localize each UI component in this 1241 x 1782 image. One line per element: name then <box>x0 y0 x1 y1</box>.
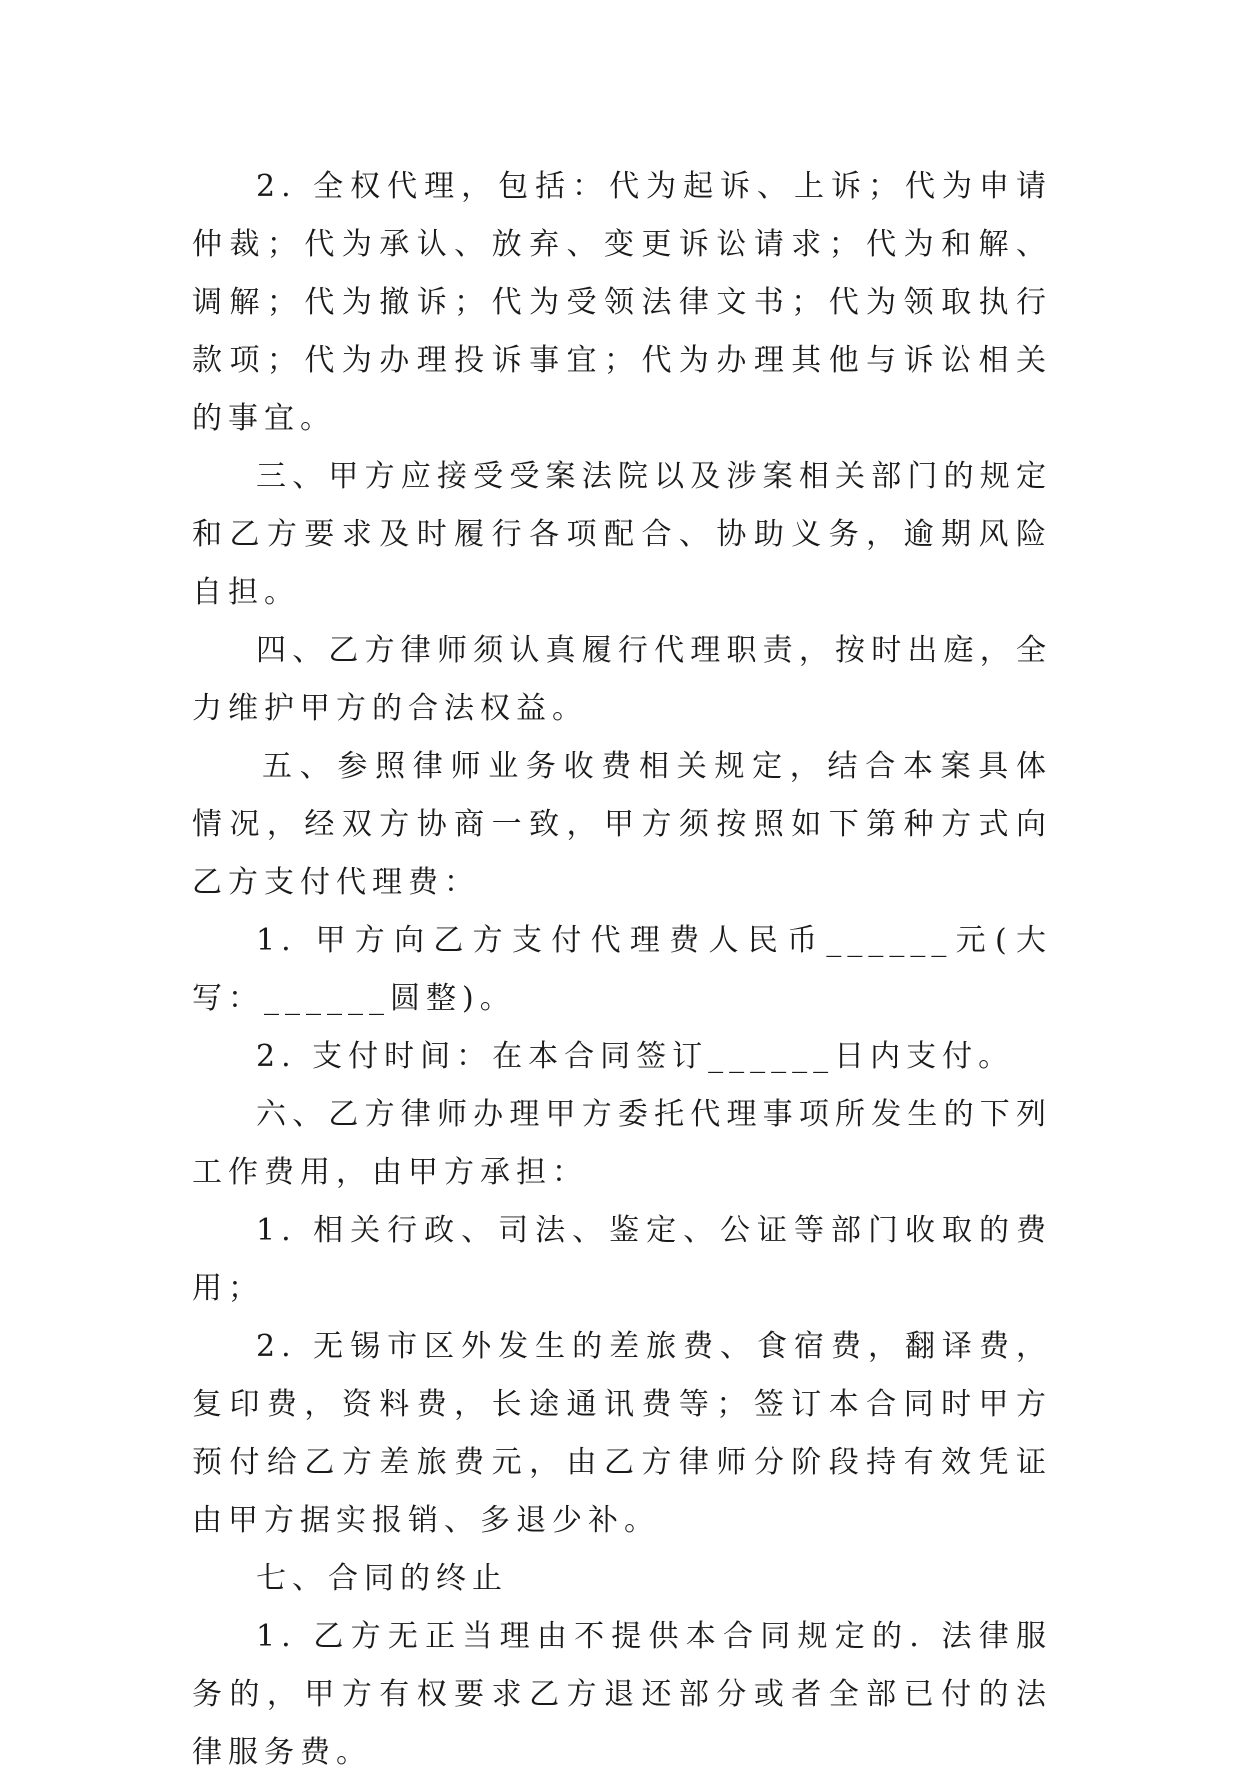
paragraph-clause-five: 五、参照律师业务收费相关规定，结合本案具体情况，经双方协商一致，甲方须按照如下第种方式向乙方支付代理费： <box>192 749 1052 900</box>
paragraph-clause-seven-heading: 七、合同的终止 <box>256 1561 508 1596</box>
paragraph-clause-four: 四、乙方律师须认真履行代理职责，按时出庭，全力维护甲方的合法权益。 <box>192 633 1052 726</box>
paragraph-full-authority: 2. 全权代理，包括：代为起诉、上诉；代为申请仲裁；代为承认、放弃、变更诉讼请求；代为和解、调解；代为撤诉；代为受领法律文书；代为领取执行款项；代为办理投诉事宜；代为办理其他与诉讼相关的事宜。 <box>192 169 1052 436</box>
paragraph-termination: 1. 乙方无正当理由不提供本合同规定的. 法律服务的，甲方有权要求乙方退还部分或者全部已付的法律服务费。 <box>192 1619 1052 1770</box>
paragraph-clause-six: 六、乙方律师办理甲方委托代理事项所发生的下列工作费用，由甲方承担： <box>192 1097 1052 1190</box>
paragraph-payment-time: 2. 支付时间：在本合同签订______日内支付。 <box>256 1039 1015 1074</box>
paragraph-travel-fees: 2. 无锡市区外发生的差旅费、食宿费，翻译费，复印费，资料费，长途通讯费等；签订本合同时甲方预付给乙方差旅费元，由乙方律师分阶段持有效凭证由甲方据实报销、多退少补。 <box>192 1329 1052 1538</box>
paragraph-clause-three: 三、甲方应接受受案法院以及涉案相关部门的规定和乙方要求及时履行各项配合、协助义务，逾期风险自担。 <box>192 459 1052 610</box>
paragraph-department-fees: 1. 相关行政、司法、鉴定、公证等部门收取的费用； <box>192 1213 1052 1306</box>
paragraph-fee-amount: 1. 甲方向乙方支付代理费人民币______元(大写：______圆整)。 <box>192 923 1052 1016</box>
document-body <box>192 158 1052 1782</box>
